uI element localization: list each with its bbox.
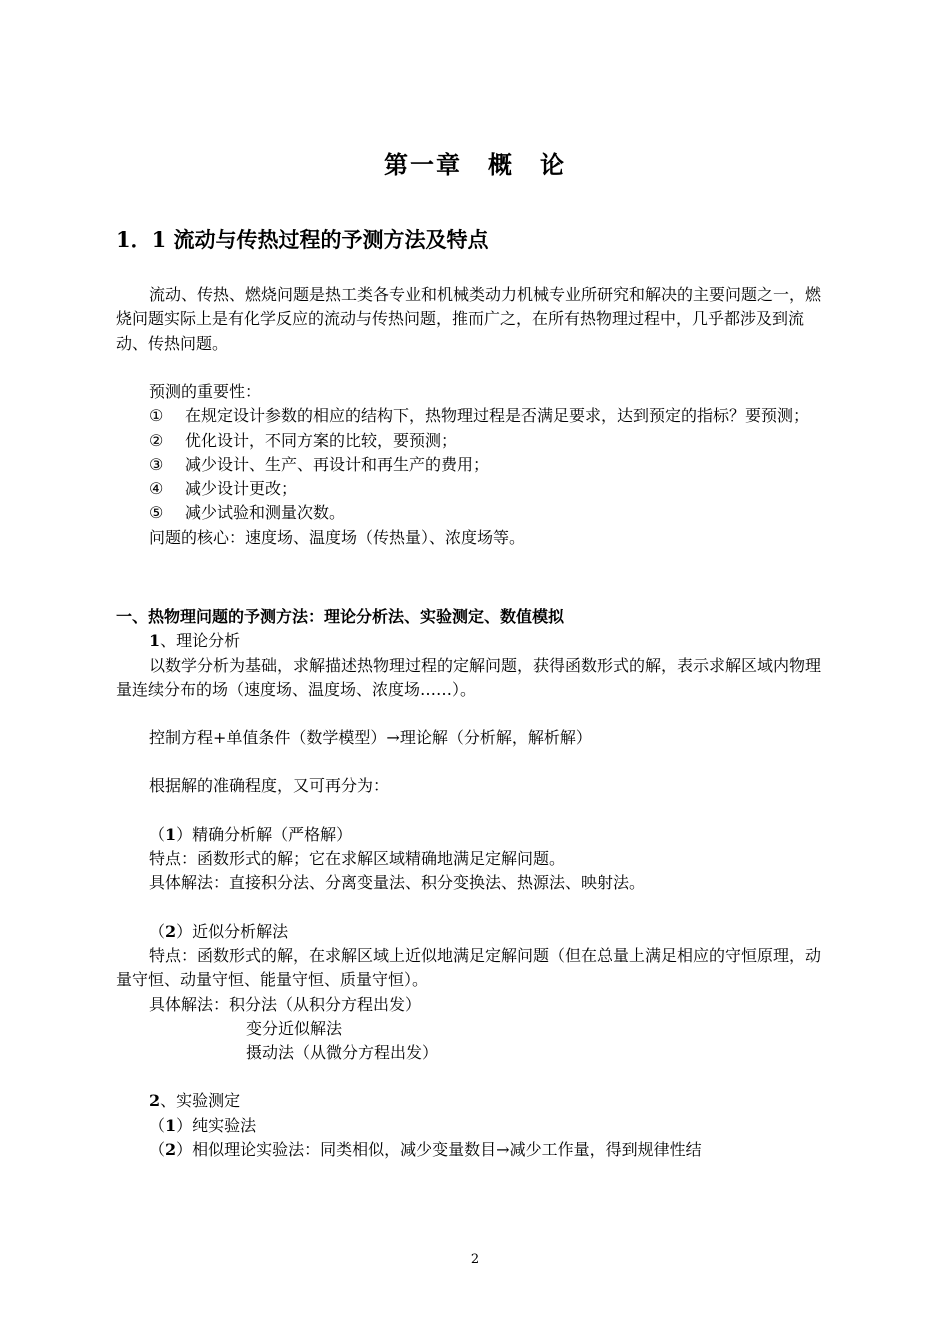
item-number: ①	[149, 406, 164, 426]
approx-heading	[116, 920, 828, 944]
experiment-item	[116, 1138, 828, 1162]
experiment-item-number: 2	[165, 1140, 177, 1160]
intro-block	[116, 283, 828, 356]
exact-feature: 特点：函数形式的解；它在求解区域精确地满足定解问题。	[149, 849, 566, 869]
exact-heading	[116, 823, 828, 847]
item-number: ④	[149, 479, 164, 499]
core-statement: 问题的核心：速度场、温度场（传热量）、浓度场等。	[149, 527, 526, 547]
approx-feature: 特点：函数形式的解，在求解区域上近似地满足定解问题（但在总量上满足相应的守恒原理，动量守恒、动量守恒、能量守恒、质量守恒）。	[116, 945, 822, 990]
approx-method: 变分近似解法	[246, 1018, 343, 1038]
page-number: 2	[470, 1252, 480, 1267]
section-title: 1．1 流动与传热过程的予测方法及特点	[116, 227, 489, 252]
item-number: ②	[149, 430, 164, 450]
approx-method: 摄动法（从微分方程出发）	[246, 1043, 439, 1063]
importance-item	[116, 404, 828, 428]
item-number: ③	[149, 454, 164, 474]
methods-block	[116, 605, 828, 1162]
paren-open: （	[149, 824, 166, 844]
item-text: 减少设计更改；	[185, 479, 298, 499]
paren-open: （	[149, 921, 166, 941]
theory-divide: 根据解的准确程度，又可再分为：	[149, 776, 390, 796]
theory-number: 1	[149, 631, 161, 651]
approx-methods-label: 具体解法：	[149, 994, 230, 1014]
item-text: 优化设计，不同方案的比较，要预测；	[185, 430, 458, 450]
theory-formula: 控制方程+单值条件（数学模型）→理论解（分析解，解析解）	[149, 728, 592, 748]
exact-methods: 具体解法：直接积分法、分离变量法、积分变换法、热源法、映射法。	[149, 873, 646, 893]
methods-heading: 一、热物理问题的予测方法：理论分析法、实验测定、数值模拟	[116, 607, 565, 626]
theory-paragraph: 以数学分析为基础，求解描述热物理过程的定解问题，获得函数形式的解，表示求解区域内物理量连续分布的场（速度场、温度场、浓度场……）。	[116, 655, 822, 699]
item-text: 减少设计、生产、再设计和再生产的费用；	[185, 454, 490, 474]
item-number: ⑤	[149, 503, 164, 523]
paren-open: （	[149, 1115, 166, 1135]
theory-label: 、理论分析	[160, 631, 241, 651]
theory-heading	[116, 629, 828, 653]
exact-label: ）精确分析解（严格解）	[176, 824, 353, 844]
approx-method: 积分法（从积分方程出发）	[229, 994, 422, 1014]
approx-number: 2	[165, 921, 177, 941]
importance-block	[116, 380, 828, 550]
approx-methods-line	[116, 993, 828, 1017]
experiment-item-text: ）相似理论实验法：同类相似，减少变量数目→减少工作量，得到规律性结	[176, 1140, 702, 1160]
importance-item	[116, 429, 828, 453]
approx-label: ）近似分析解法	[176, 921, 289, 941]
paren-open: （	[149, 1140, 166, 1160]
experiment-number: 2	[149, 1091, 161, 1111]
item-text: 减少试验和测量次数。	[185, 503, 346, 523]
experiment-item-number: 1	[165, 1115, 177, 1135]
experiment-item	[116, 1114, 828, 1138]
experiment-label: 、实验测定	[160, 1091, 241, 1111]
experiment-item-text: ）纯实验法	[176, 1115, 257, 1135]
item-text: 在规定设计参数的相应的结构下，热物理过程是否满足要求，达到预定的指标？要预测；	[185, 406, 810, 426]
exact-number: 1	[165, 824, 177, 844]
chapter-title: 第一章 概 论	[384, 150, 566, 179]
intro-paragraph: 流动、传热、燃烧问题是热工类各专业和机械类动力机械专业所研究和解决的主要问题之一，燃烧问题实际上是有化学反应的流动与传热问题，推而广之，在所有热物理过程中，几乎都涉及到流动、传热问题。	[116, 285, 822, 353]
importance-item	[116, 477, 828, 501]
importance-item	[116, 453, 828, 477]
importance-heading: 预测的重要性：	[149, 382, 262, 401]
importance-item	[116, 501, 828, 525]
experiment-heading	[116, 1089, 828, 1113]
